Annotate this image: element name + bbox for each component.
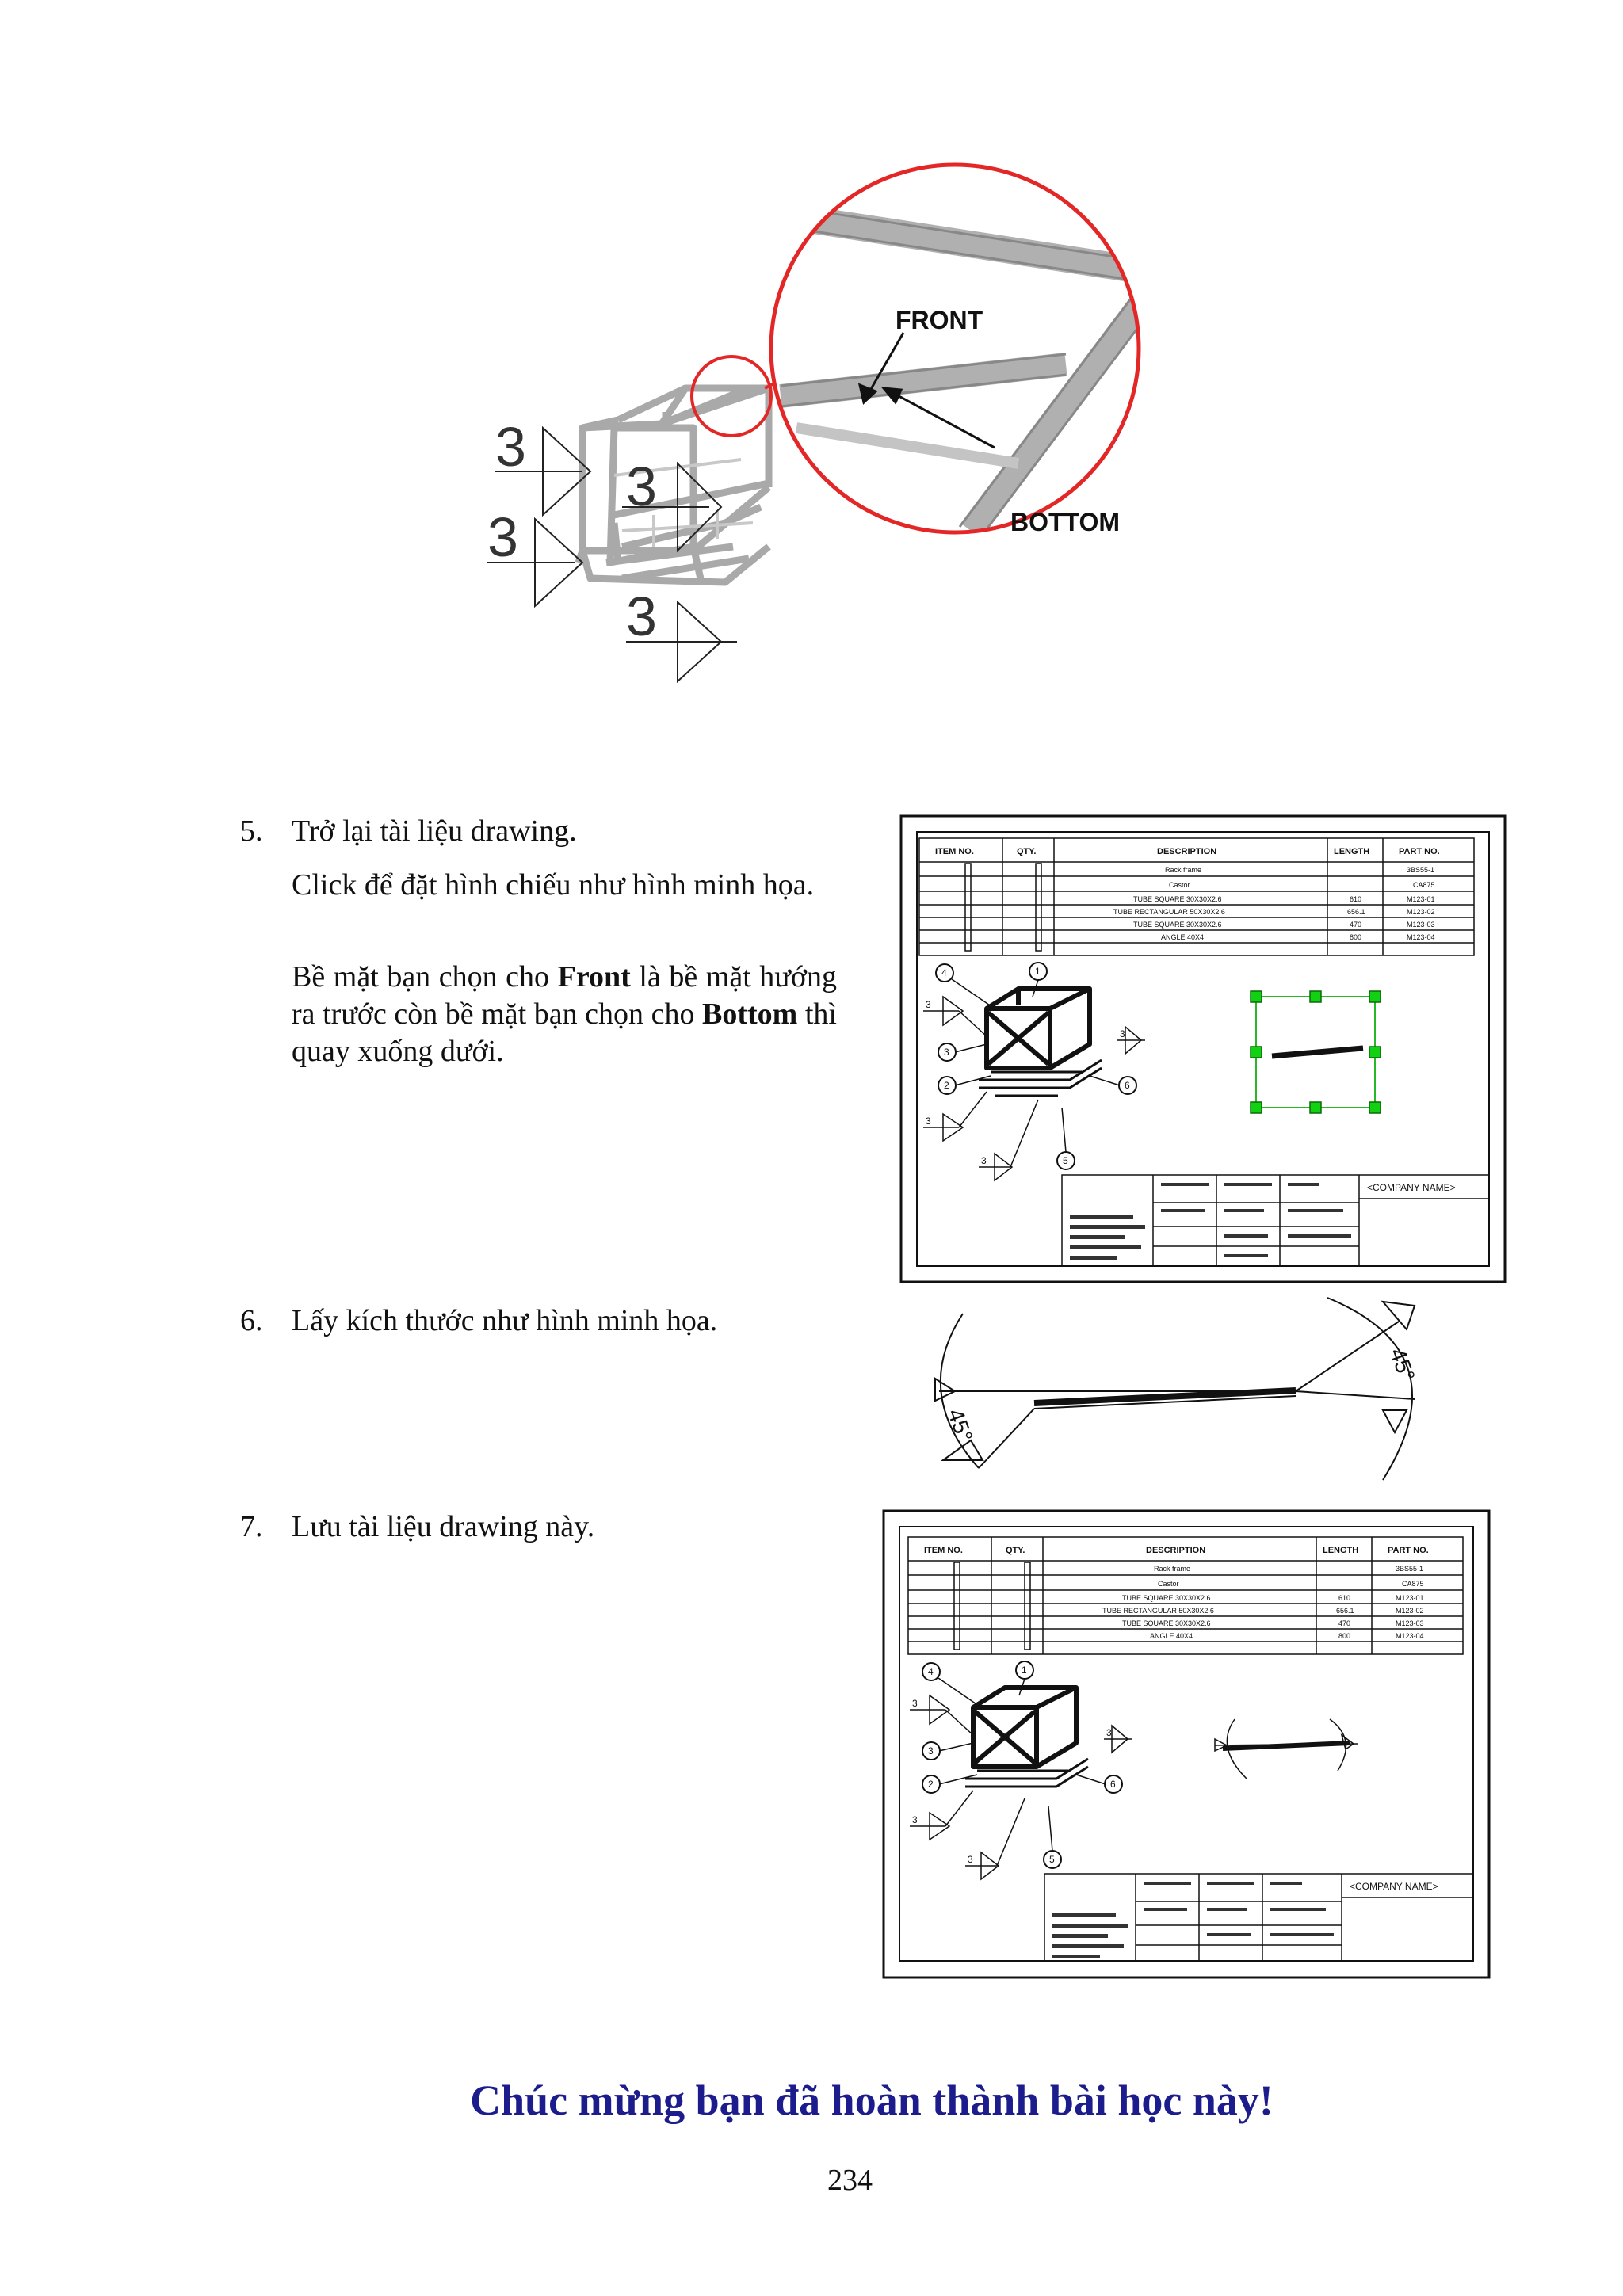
weld-label: 3 [926, 999, 931, 1010]
weld-label: 3 [1120, 1028, 1125, 1039]
weld-label: 3 [926, 1116, 931, 1127]
bom-cell: 470 [1338, 1619, 1351, 1627]
step-text: Lấy kích thước như hình minh họa. [292, 1304, 718, 1337]
bom-cell: M123-04 [1396, 1632, 1424, 1640]
selection-handle[interactable] [1310, 1102, 1321, 1113]
balloon-label: 6 [1125, 1080, 1130, 1091]
bom-header-item: ITEM NO. [924, 1546, 963, 1555]
weld-label: 3 [968, 1854, 973, 1865]
bom-cell: 800 [1350, 933, 1362, 941]
bom-cell: Castor [1158, 1580, 1179, 1588]
weld-label: 3 [981, 1155, 987, 1166]
selection-handle[interactable] [1369, 1102, 1381, 1113]
balloon-label: 2 [928, 1779, 934, 1790]
bom-cell: TUBE SQUARE 30X30X2.6 [1133, 895, 1222, 903]
selection-handle[interactable] [1251, 1047, 1262, 1058]
weld-label: 3 [912, 1814, 918, 1825]
bom-cell: M123-02 [1407, 908, 1435, 916]
balloon-label: 4 [941, 967, 947, 978]
bom-cell: Castor [1169, 881, 1190, 889]
step-5 [240, 812, 577, 850]
bom-cell: ANGLE 40X4 [1150, 1632, 1193, 1640]
balloon-label: 5 [1063, 1155, 1068, 1166]
front-term: Front [557, 960, 631, 994]
selection-handle[interactable] [1369, 991, 1381, 1002]
callout-bottom: BOTTOM [1010, 508, 1121, 536]
step-text: Trở lại tài liệu drawing. [292, 814, 577, 848]
balloon-label: 1 [1022, 1665, 1027, 1676]
bom-cell: CA875 [1402, 1580, 1424, 1588]
bom-cell: M123-01 [1407, 895, 1435, 903]
bom-header-length: LENGTH [1323, 1546, 1359, 1555]
selection-handle[interactable] [1369, 1047, 1381, 1058]
bom-header-partno: PART NO. [1399, 847, 1440, 856]
angle-dimension-figure [907, 1290, 1446, 1504]
bom-cell: 3BS55-1 [1396, 1565, 1424, 1573]
angle-label-left: 45° [942, 1405, 978, 1446]
bom-cell: CA875 [1413, 881, 1435, 889]
bom-header-qty: QTY. [1006, 1546, 1025, 1555]
balloon-label: 2 [944, 1080, 949, 1091]
callout-front: FRONT [896, 306, 983, 334]
drawing-sheet-2 [882, 1509, 1491, 1979]
page-number: 234 [827, 2164, 873, 2197]
bom-cell: TUBE RECTANGULAR 50X30X2.6 [1102, 1607, 1214, 1615]
bom-header-qty: QTY. [1017, 847, 1037, 856]
frame-weld-figure [464, 151, 1201, 800]
weld-label: 3 [1106, 1727, 1112, 1738]
selection-handle[interactable] [1251, 1102, 1262, 1113]
bottom-term: Bottom [702, 997, 798, 1031]
bom-header-length: LENGTH [1334, 847, 1370, 856]
company-name: <COMPANY NAME> [1367, 1182, 1456, 1193]
bom-cell: M123-04 [1407, 933, 1435, 941]
balloon-label: 5 [1049, 1854, 1055, 1865]
step-6 [240, 1302, 718, 1340]
bom-cell: TUBE SQUARE 30X30X2.6 [1122, 1619, 1211, 1627]
bom-cell: TUBE SQUARE 30X30X2.6 [1133, 921, 1222, 929]
selection-handle[interactable] [1251, 991, 1262, 1002]
weld-number-1: 3 [495, 416, 526, 478]
bom-cell: 610 [1338, 1594, 1351, 1602]
weld-number-4: 3 [626, 585, 657, 647]
step-number: 6. [240, 1304, 263, 1337]
bom-cell: 800 [1338, 1632, 1351, 1640]
bom-cell: M123-03 [1407, 921, 1435, 929]
balloon-label: 4 [928, 1666, 934, 1677]
bom-cell: ANGLE 40X4 [1161, 933, 1205, 941]
balloon-label: 3 [944, 1047, 949, 1058]
company-name: <COMPANY NAME> [1350, 1881, 1438, 1892]
bom-cell: Rack frame [1165, 866, 1202, 874]
bom-cell: 656.1 [1347, 908, 1365, 916]
bom-header-item: ITEM NO. [935, 847, 974, 856]
bom-cell: Rack frame [1154, 1565, 1191, 1573]
bom-cell: TUBE SQUARE 30X30X2.6 [1122, 1594, 1211, 1602]
bom-cell: TUBE RECTANGULAR 50X30X2.6 [1113, 908, 1225, 916]
step-7 [240, 1508, 595, 1546]
weld-number-2: 3 [626, 456, 657, 517]
step-5-paragraph-1: Click để đặt hình chiếu như hình minh họa. [292, 868, 815, 902]
step-5-paragraph-2: Bề mặt bạn chọn cho Front là bề mặt hướng ra trước còn bề mặt bạn chọn cho Bottom thì quay xuống dưới. [292, 960, 838, 1068]
balloon-label: 3 [928, 1745, 934, 1756]
weld-number-3: 3 [487, 506, 518, 568]
weld-label: 3 [912, 1698, 918, 1709]
step-number: 7. [240, 1510, 263, 1543]
bom-cell: 656.1 [1336, 1607, 1354, 1615]
bom-cell: 470 [1350, 921, 1362, 929]
bom-header-partno: PART NO. [1388, 1546, 1429, 1555]
bom-cell: M123-01 [1396, 1594, 1424, 1602]
angle-label-right: 45° [1384, 1344, 1420, 1385]
congratulations-heading: Chúc mừng bạn đã hoàn thành bài học này! [470, 2077, 1274, 2124]
balloon-label: 6 [1110, 1779, 1116, 1790]
selection-handle[interactable] [1310, 991, 1321, 1002]
bom-header-description: DESCRIPTION [1146, 1546, 1206, 1555]
drawing-sheet-1 [899, 814, 1507, 1283]
bom-cell: 3BS55-1 [1407, 866, 1435, 874]
step-number: 5. [240, 814, 263, 848]
bom-cell: M123-02 [1396, 1607, 1424, 1615]
bom-cell: 610 [1350, 895, 1362, 903]
balloon-label: 1 [1035, 966, 1041, 977]
step-text: Lưu tài liệu drawing này. [292, 1510, 595, 1543]
bom-cell: M123-03 [1396, 1619, 1424, 1627]
bom-header-description: DESCRIPTION [1157, 847, 1217, 856]
